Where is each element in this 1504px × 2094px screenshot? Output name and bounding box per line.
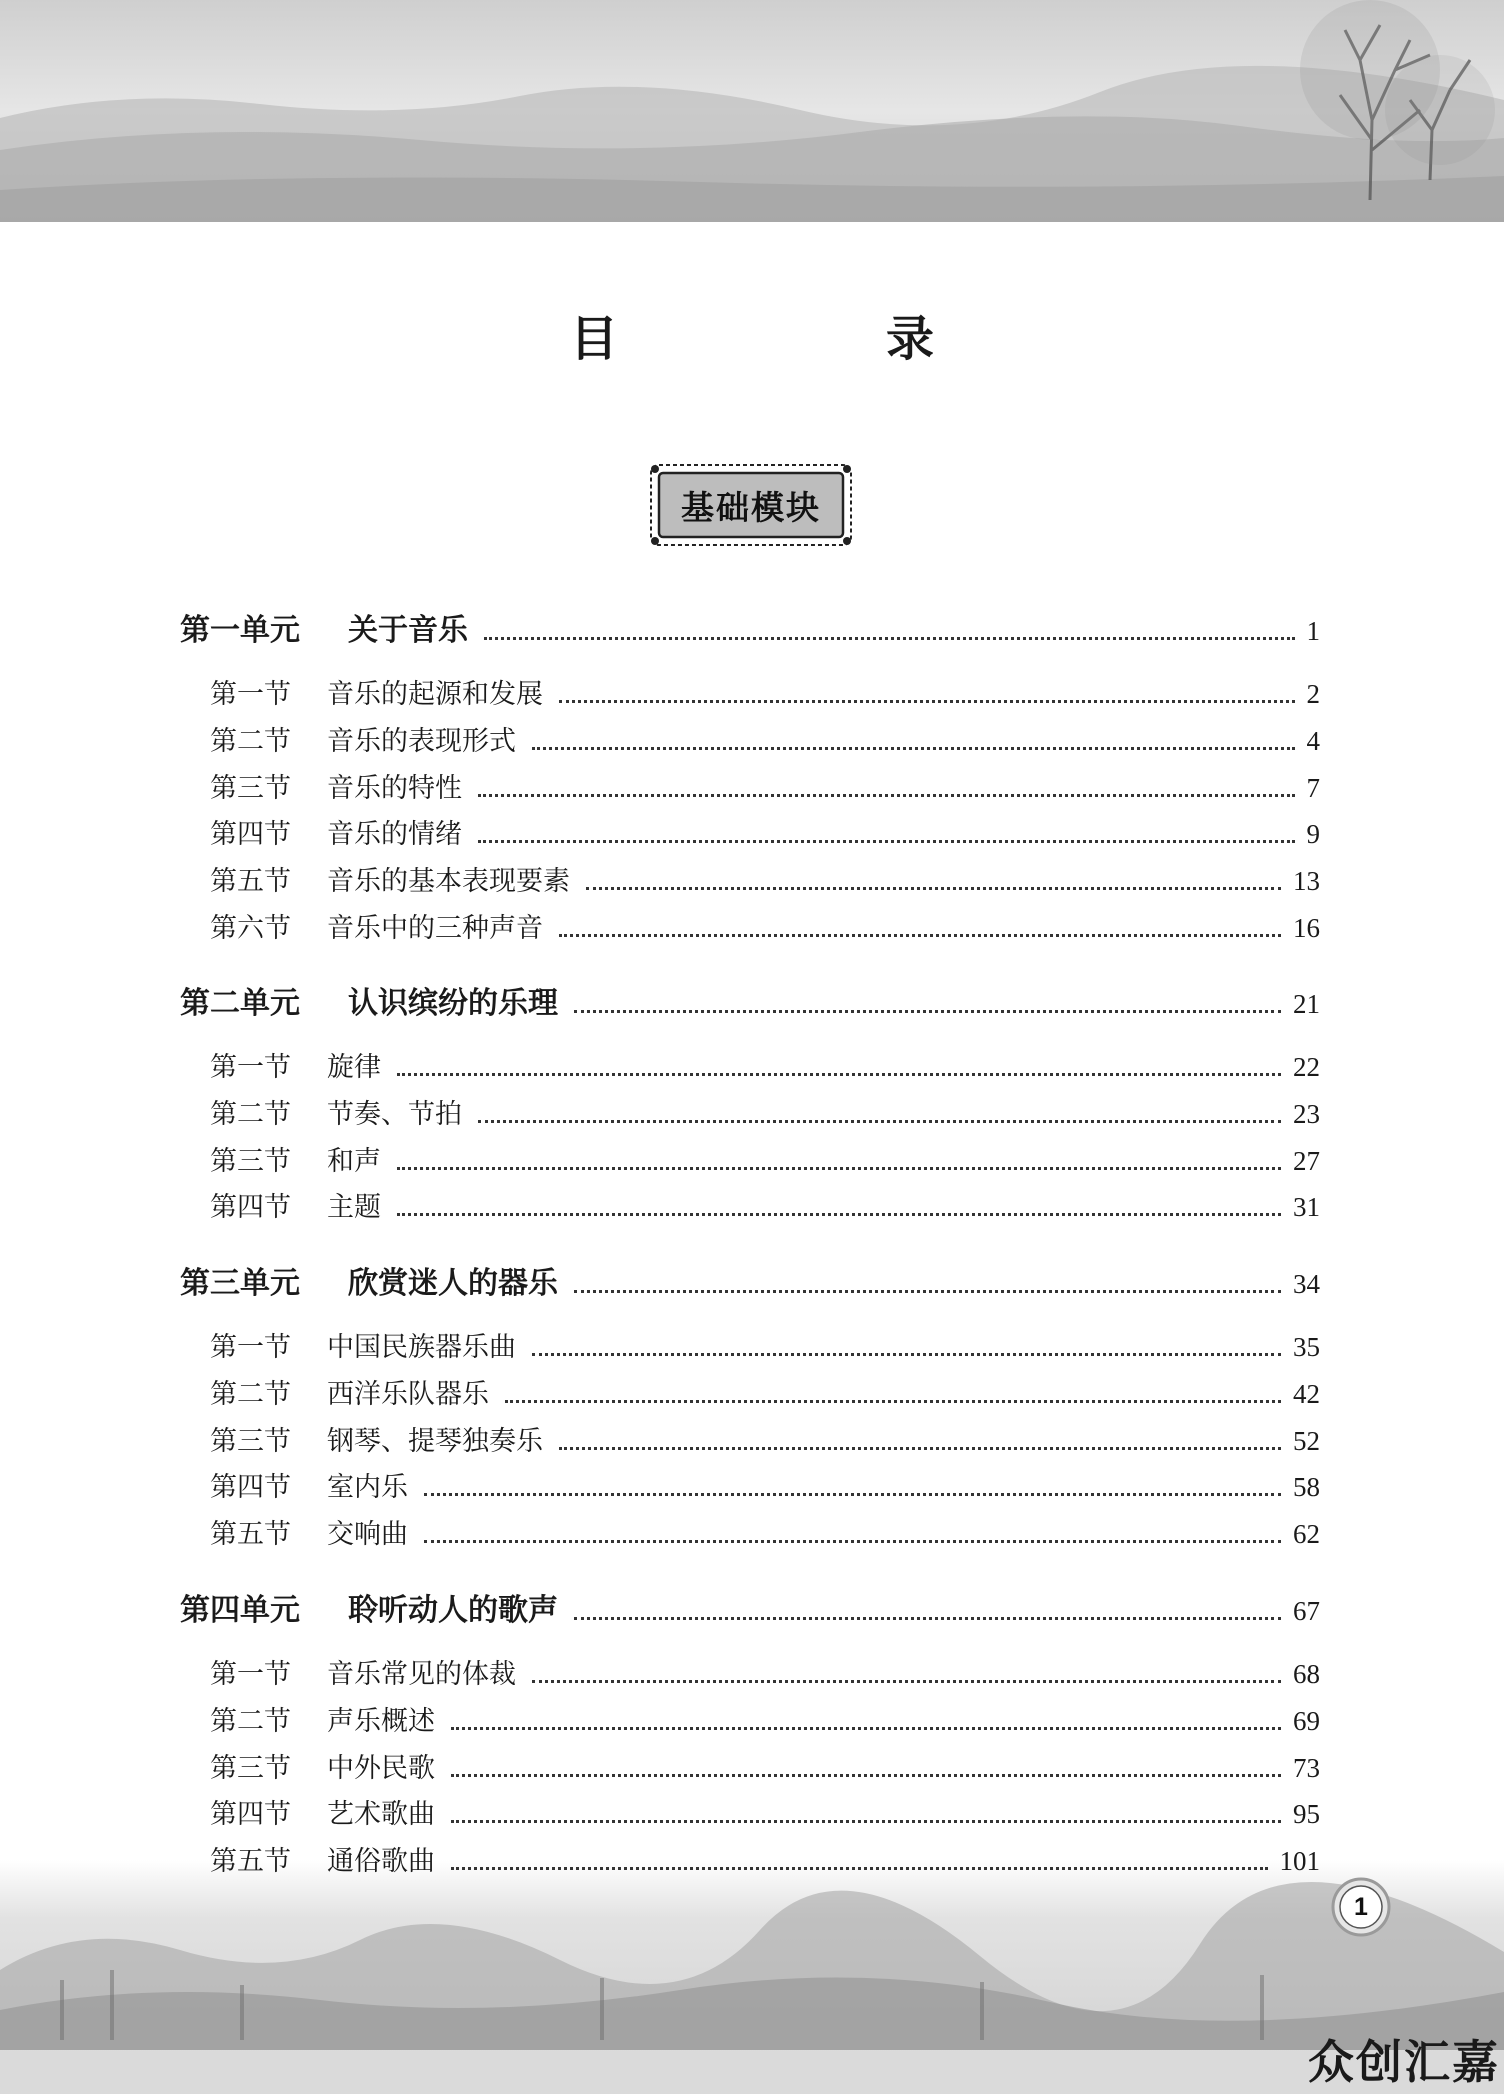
toc-section-title: 钢琴、提琴独奏乐	[327, 1425, 543, 1457]
toc-section-row[interactable]	[210, 1419, 1320, 1458]
toc-section-title: 中外民歌	[327, 1752, 435, 1784]
toc-unit-page: 67	[1293, 1596, 1320, 1626]
toc-leader-dots	[397, 1073, 1281, 1076]
toc-leader-dots	[397, 1213, 1281, 1216]
toc-section-page: 52	[1293, 1425, 1320, 1456]
toc-leader-dots	[424, 1540, 1281, 1543]
toc-section-number: 第二节	[210, 1098, 291, 1130]
toc-section-row[interactable]	[210, 812, 1320, 851]
toc-leader-dots	[424, 1493, 1281, 1496]
module-label: 基础模块	[681, 487, 821, 527]
toc-section-row[interactable]	[210, 1792, 1320, 1831]
toc-unit-title: 关于音乐	[348, 613, 468, 648]
toc-leader-dots	[559, 700, 1295, 703]
toc-section-title: 室内乐	[327, 1472, 408, 1504]
toc-section-page: 58	[1293, 1472, 1320, 1503]
page-number: 1	[1354, 1892, 1368, 1921]
toc-section-page: 62	[1293, 1519, 1320, 1550]
toc-section-page: 22	[1293, 1052, 1320, 1082]
toc-section-number: 第四节	[210, 1799, 291, 1831]
toc-section-row[interactable]	[210, 719, 1320, 758]
toc-section-page: 7	[1306, 772, 1320, 803]
toc-unit-number: 第二单元	[180, 986, 300, 1021]
toc-section-page: 101	[1279, 1846, 1320, 1877]
toc-section-row[interactable]	[210, 1045, 1320, 1084]
toc-section-title: 音乐常见的体裁	[327, 1659, 516, 1690]
toc-unit-page: 1	[1306, 616, 1320, 646]
footer-landscape-image	[0, 1860, 1504, 2094]
toc-section-title: 音乐的基本表现要素	[327, 866, 570, 898]
watermark-text: 众创汇嘉	[1308, 2035, 1500, 2089]
toc-section-number: 第一节	[210, 679, 291, 710]
toc-section-number: 第三节	[210, 1425, 291, 1457]
toc-section-page: 27	[1293, 1145, 1320, 1176]
toc-leader-dots	[532, 1353, 1281, 1356]
toc-leader-dots	[574, 1290, 1281, 1293]
toc-leader-dots	[559, 1447, 1281, 1450]
toc-section-title: 通俗歌曲	[327, 1846, 435, 1878]
toc-leader-dots	[532, 747, 1295, 750]
toc-section-title: 艺术歌曲	[327, 1799, 435, 1831]
toc-section-title: 中国民族器乐曲	[327, 1332, 516, 1363]
toc-section-row[interactable]	[210, 1185, 1320, 1224]
header-landscape-image	[0, 0, 1504, 222]
toc-unit-number: 第三单元	[180, 1266, 300, 1301]
toc-section-row[interactable]	[210, 906, 1320, 945]
toc-section-title: 音乐的情绪	[327, 819, 462, 851]
toc-section-page: 68	[1293, 1659, 1320, 1689]
toc-unit-page: 34	[1293, 1269, 1320, 1299]
toc-section-row[interactable]	[210, 1512, 1320, 1551]
toc-section-title: 音乐的特性	[327, 772, 462, 804]
toc-section-number: 第一节	[210, 1332, 291, 1363]
toc-section-title: 音乐的表现形式	[327, 725, 516, 757]
toc-leader-dots	[478, 794, 1295, 797]
toc-unit-row[interactable]	[180, 1585, 1320, 1629]
toc-section-title: 音乐中的三种声音	[327, 913, 543, 944]
toc-section-page: 31	[1293, 1192, 1320, 1223]
page-title: 目 录	[569, 311, 1044, 367]
toc-leader-dots	[505, 1400, 1281, 1403]
toc-leader-dots	[397, 1167, 1281, 1170]
toc-section-row[interactable]	[210, 1746, 1320, 1785]
toc-section-title: 音乐的起源和发展	[327, 679, 543, 710]
toc-unit-row[interactable]	[180, 1258, 1320, 1302]
toc-unit-title: 认识缤纷的乐理	[348, 986, 558, 1021]
toc-section-row[interactable]	[210, 1092, 1320, 1131]
toc-section-row[interactable]	[210, 1652, 1320, 1691]
toc-leader-dots	[559, 934, 1281, 937]
toc-unit-title: 聆听动人的歌声	[348, 1593, 558, 1628]
toc-unit-title: 欣赏迷人的器乐	[348, 1266, 558, 1301]
toc-section-row[interactable]	[210, 1465, 1320, 1504]
toc-unit-page: 21	[1293, 989, 1320, 1019]
toc-unit-number: 第四单元	[180, 1593, 300, 1628]
toc-unit-row[interactable]	[180, 605, 1320, 649]
toc-section-title: 主题	[327, 1192, 381, 1224]
toc-section-number: 第二节	[210, 1705, 291, 1737]
toc-leader-dots	[574, 1010, 1281, 1013]
toc-leader-dots	[451, 1820, 1281, 1823]
toc-section-title: 节奏、节拍	[327, 1098, 462, 1130]
toc-section-number: 第三节	[210, 1752, 291, 1784]
toc-section-page: 73	[1293, 1752, 1320, 1783]
toc-leader-dots	[451, 1774, 1281, 1777]
toc-section-number: 第六节	[210, 913, 291, 944]
toc-unit-number: 第一单元	[180, 613, 300, 648]
toc-leader-dots	[586, 887, 1281, 890]
toc-leader-dots	[478, 1120, 1281, 1123]
toc-section-title: 和声	[327, 1145, 381, 1177]
toc-section-page: 4	[1306, 725, 1320, 756]
toc-section-row[interactable]	[210, 672, 1320, 711]
toc-section-number: 第三节	[210, 772, 291, 804]
toc-section-number: 第五节	[210, 866, 291, 898]
toc-leader-dots	[478, 840, 1295, 843]
toc-section-row[interactable]	[210, 1839, 1320, 1878]
toc-section-number: 第三节	[210, 1145, 291, 1177]
toc-section-number: 第二节	[210, 1378, 291, 1410]
toc-section-row[interactable]	[210, 766, 1320, 805]
toc-section-number: 第四节	[210, 819, 291, 851]
toc-section-page: 13	[1293, 866, 1320, 897]
toc-section-title: 交响曲	[327, 1519, 408, 1551]
toc-section-number: 第五节	[210, 1519, 291, 1551]
toc-section-row[interactable]	[210, 859, 1320, 898]
toc-section-number: 第一节	[210, 1052, 291, 1083]
toc-leader-dots	[451, 1867, 1268, 1870]
toc-section-page: 9	[1306, 819, 1320, 850]
toc-section-title: 西洋乐队器乐	[327, 1378, 489, 1410]
toc-section-row[interactable]	[210, 1372, 1320, 1411]
toc-section-number: 第一节	[210, 1659, 291, 1690]
toc-section-number: 第二节	[210, 725, 291, 757]
toc-section-page: 2	[1306, 679, 1320, 709]
toc-section-page: 35	[1293, 1332, 1320, 1362]
toc-leader-dots	[451, 1727, 1281, 1730]
toc-section-page: 95	[1293, 1799, 1320, 1830]
toc-section-page: 42	[1293, 1378, 1320, 1409]
toc-section-number: 第五节	[210, 1846, 291, 1878]
toc-section-number: 第四节	[210, 1472, 291, 1504]
toc-leader-dots	[574, 1617, 1281, 1620]
toc-section-page: 23	[1293, 1098, 1320, 1129]
toc-unit-row[interactable]	[180, 978, 1320, 1022]
toc-section-title: 声乐概述	[327, 1705, 435, 1737]
toc-section-row[interactable]	[210, 1699, 1320, 1738]
toc-section-page: 16	[1293, 913, 1320, 943]
toc-section-row[interactable]	[210, 1325, 1320, 1364]
toc-section-number: 第四节	[210, 1192, 291, 1224]
toc-leader-dots	[484, 637, 1295, 640]
toc-leader-dots	[532, 1680, 1281, 1683]
toc-section-page: 69	[1293, 1705, 1320, 1736]
toc-section-row[interactable]	[210, 1139, 1320, 1178]
toc-section-title: 旋律	[327, 1052, 381, 1083]
